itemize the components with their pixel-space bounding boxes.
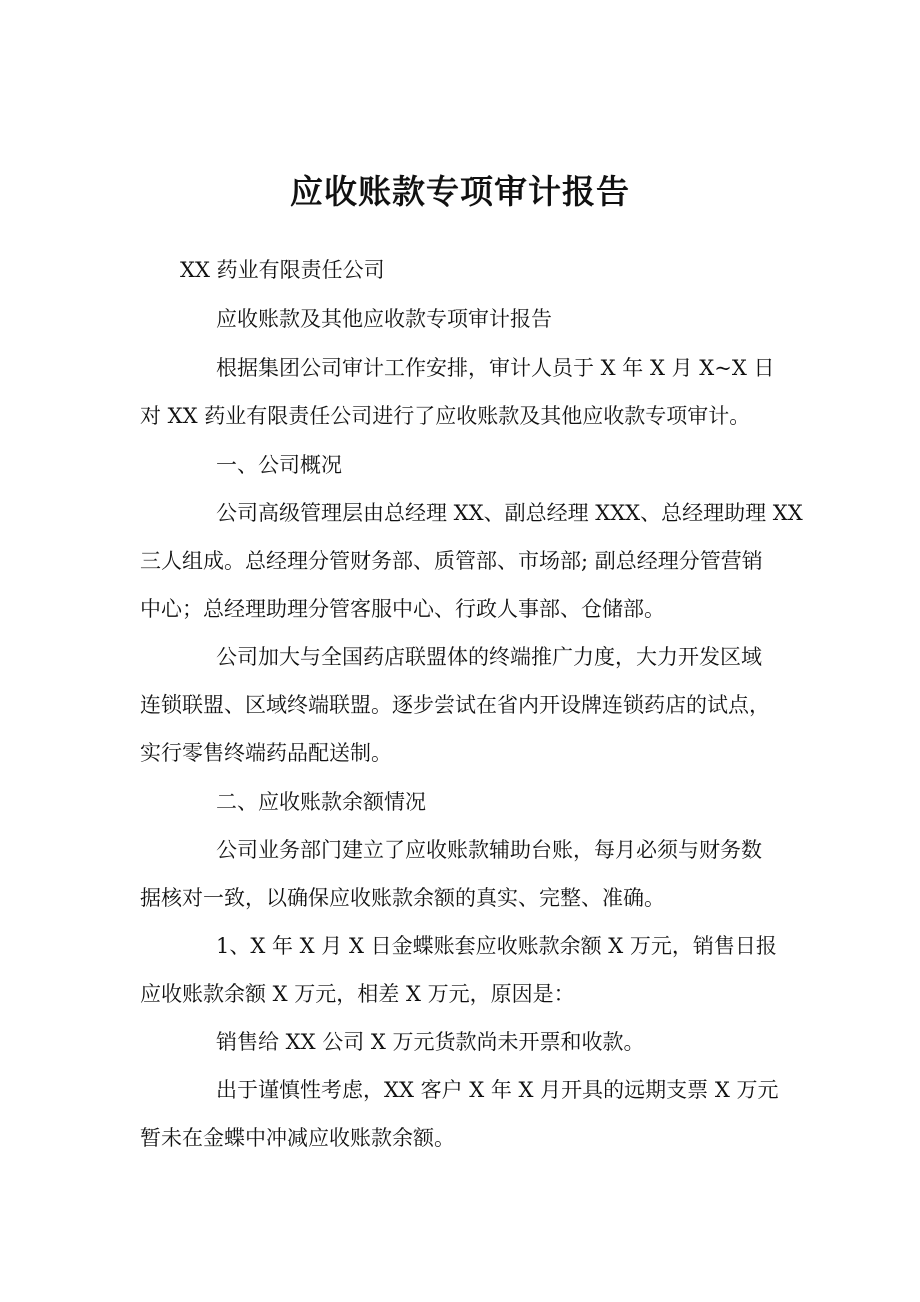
section-heading-receivables: 二、应收账款余额情况 <box>216 790 426 814</box>
list-item-line: 1、X 年 X 月 X 日金蝶账套应收账款余额 X 万元，销售日报 <box>216 934 777 958</box>
report-title: 应收账款专项审计报告 <box>290 172 630 211</box>
intro-line-2: 对 XX 药业有限责任公司进行了应收账款及其他应收款专项审计。 <box>140 404 751 428</box>
paragraph-line: 三人组成。总经理分管财务部、质管部、市场部; 副总经理分管营销 <box>140 549 763 573</box>
addressee: XX 药业有限责任公司 <box>180 258 385 282</box>
paragraph-line: 中心；总经理助理分管客服中心、行政人事部、仓储部。 <box>140 597 665 621</box>
report-subject: 应收账款及其他应收款专项审计报告 <box>216 307 552 331</box>
section-heading-overview: 一、公司概况 <box>216 453 342 477</box>
paragraph-line: 据核对一致，以确保应收账款余额的真实、完整、准确。 <box>140 886 665 910</box>
list-item-line: 应收账款余额 X 万元，相差 X 万元，原因是： <box>140 982 575 1006</box>
paragraph-line: 实行零售终端药品配送制。 <box>140 741 392 765</box>
reason-line: 出于谨慎性考虑，XX 客户 X 年 X 月开具的远期支票 X 万元 <box>216 1078 779 1102</box>
paragraph-line: 公司业务部门建立了应收账款辅助台账，每月必须与财务数 <box>216 838 762 862</box>
paragraph-line: 公司高级管理层由总经理 XX、副总经理 XXX、总经理助理 XX <box>216 501 803 525</box>
intro-line-1: 根据集团公司审计工作安排，审计人员于 X 年 X 月 X~X 日 <box>216 356 775 380</box>
paragraph-line: 连锁联盟、区域终端联盟。逐步尝试在省内开设牌连锁药店的试点， <box>140 693 770 717</box>
paragraph-line: 公司加大与全国药店联盟体的终端推广力度，大力开发区域 <box>216 645 762 669</box>
reason-line: 销售给 XX 公司 X 万元货款尚未开票和收款。 <box>216 1030 645 1054</box>
reason-line: 暂未在金蝶中冲减应收账款余额。 <box>140 1126 455 1150</box>
